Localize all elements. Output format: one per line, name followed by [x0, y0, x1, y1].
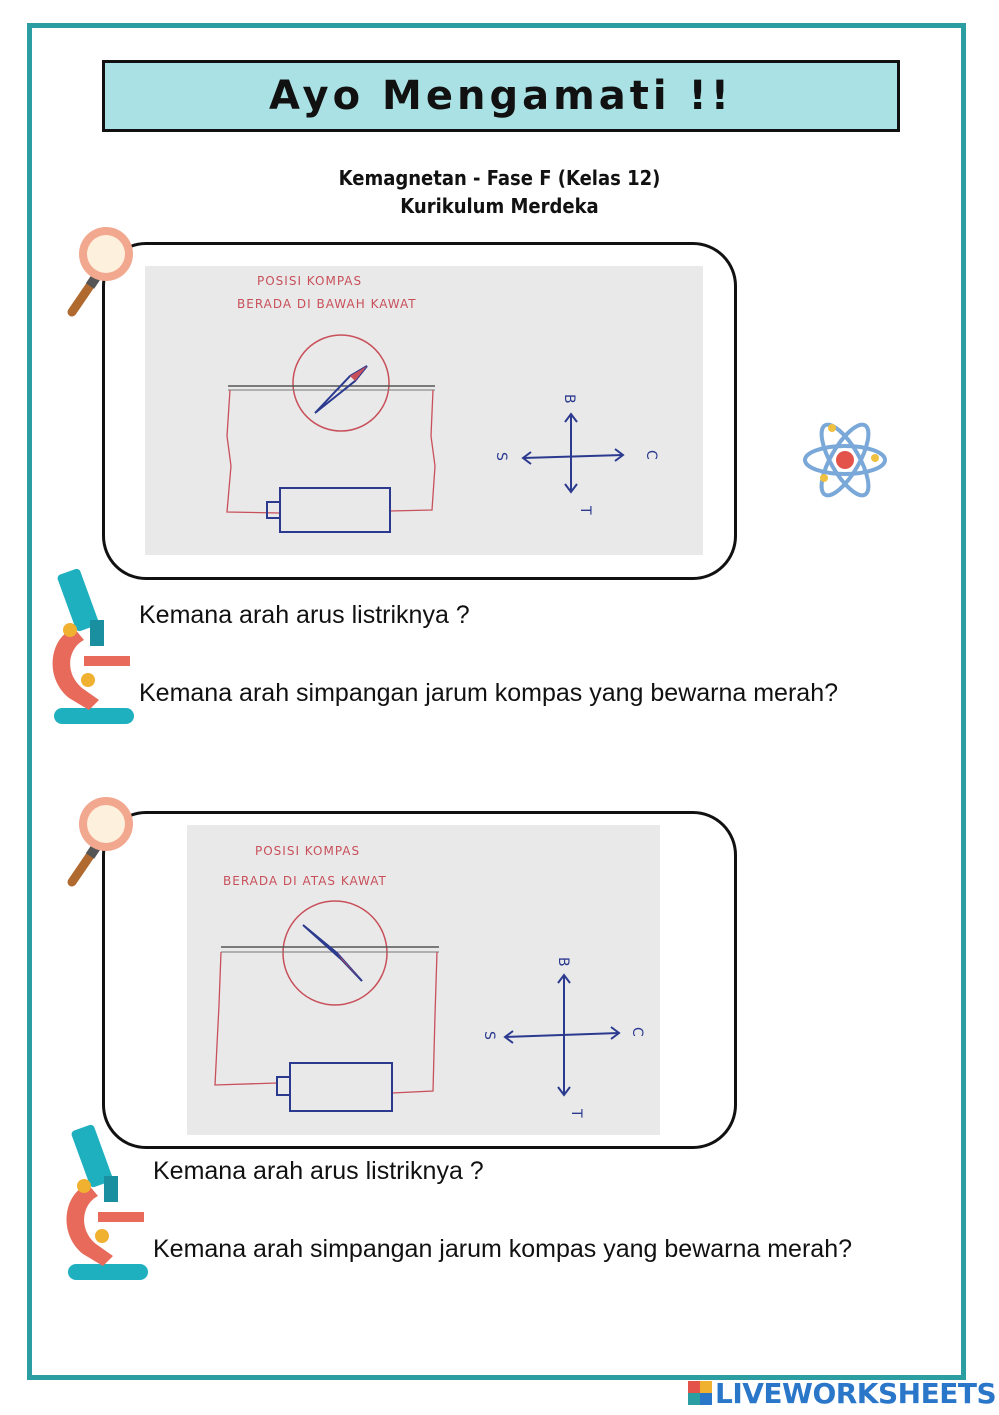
- dir-north: B: [555, 957, 571, 967]
- circuit-wire-left: [227, 390, 280, 513]
- direction-cross-horizontal: [505, 1033, 619, 1037]
- photo-note-line1: POSISI KOMPAS: [257, 274, 363, 288]
- page-title: Ayo Mengamati !!: [269, 73, 733, 119]
- dir-west: S: [493, 452, 509, 461]
- compass-circle: [293, 335, 389, 431]
- subtitle-curriculum: Kurikulum Merdeka: [400, 194, 599, 218]
- magnifier-icon: [62, 792, 142, 892]
- microscope-icon: [58, 1124, 158, 1284]
- dir-north: B: [561, 394, 577, 404]
- direction-cross-horizontal: [523, 455, 623, 458]
- dir-south: T: [577, 506, 593, 515]
- battery: [280, 488, 390, 532]
- compass-needle: [303, 925, 362, 981]
- subtitle-topic: Kemagnetan - Fase F (Kelas 12): [338, 166, 661, 190]
- photo-note-line1: POSISI KOMPAS: [255, 844, 361, 858]
- dir-west: S: [481, 1031, 497, 1040]
- dir-east: C: [643, 450, 659, 460]
- title-banner: [102, 60, 900, 132]
- magnifier-icon: [62, 222, 142, 322]
- circuit-wire-right: [392, 952, 437, 1093]
- question-1a: Kemana arah arus listriknya ?: [139, 601, 470, 629]
- liveworksheets-brand[interactable]: [688, 1375, 996, 1411]
- circuit-wire-left: [215, 952, 277, 1085]
- dir-south: T: [568, 1109, 584, 1118]
- dir-east: C: [629, 1027, 645, 1037]
- atom-icon: [800, 418, 890, 502]
- liveworksheets-logo-icon: [688, 1381, 712, 1405]
- experiment-photo-1: [145, 266, 703, 555]
- microscope-icon: [44, 568, 144, 728]
- question-2a: Kemana arah arus listriknya ?: [153, 1157, 484, 1185]
- question-1b: Kemana arah simpangan jarum kompas yang bewarna merah?: [139, 679, 838, 707]
- battery: [290, 1063, 392, 1111]
- question-2b: Kemana arah simpangan jarum kompas yang bewarna merah?: [153, 1235, 852, 1263]
- photo-note-line2: BERADA DI BAWAH KAWAT: [237, 297, 417, 311]
- brand-name: LIVEWORKSHEETS: [715, 1376, 997, 1410]
- circuit-wire-right: [390, 390, 435, 511]
- experiment-photo-2: [187, 825, 660, 1135]
- photo-note-line2: BERADA DI ATAS KAWAT: [223, 874, 387, 888]
